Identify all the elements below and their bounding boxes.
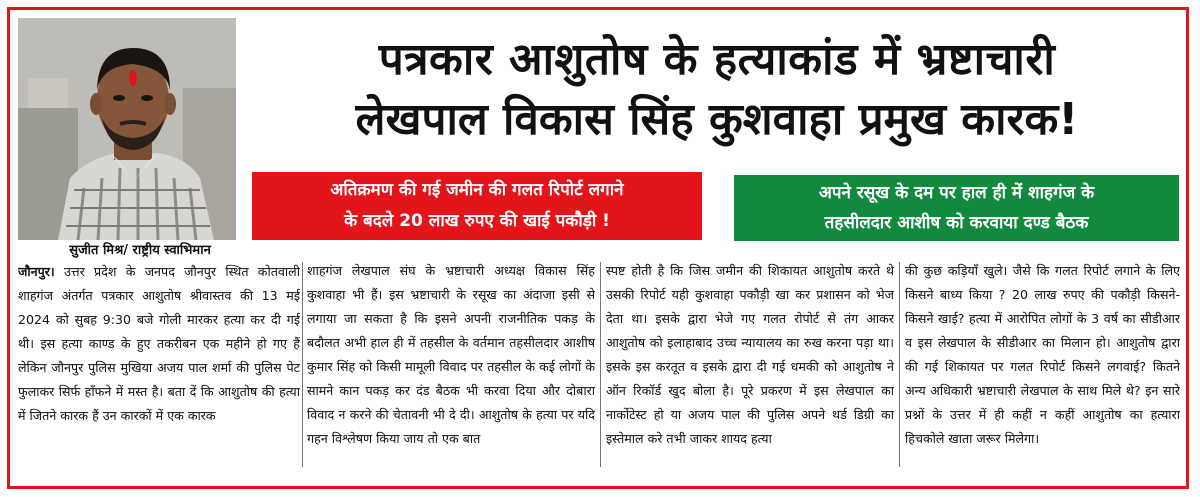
dateline: जौनपुर। xyxy=(18,264,55,279)
column-divider xyxy=(899,262,900,467)
green-box-line-1: अपने रसूख के दम पर हाल ही में शाहगंज के xyxy=(818,183,1095,203)
column-divider xyxy=(600,262,601,467)
article-column-2: शाहगंज लेखपाल संघ के भ्रष्टाचारी अध्यक्ष विकास सिंह कुशवाहा भी हैं। इस भ्रष्टाचारी के रसूख का अंदाजा इसी से लगाया जा सकता है कि इसने अपनी राजनीतिक पकड़ के बदौलत अभी हाल ही में तहसील के वर्तमान तहसीलदार आशीष कुमार सिंह को किसी मामूली विवाद पर तहसील के कई लोगों के सामने कान पकड़ कर दंड बैठक भी करवा दिया और दोबारा विवाद न करने की चेतावनी भी दे दी। आशुतोष के हत्या पर यदि गहन विश्लेषण किया जाय तो एक बात xyxy=(307,263,595,446)
headline-line-2: लेखपाल विकास सिंह कुशवाहा प्रमुख कारक! xyxy=(355,94,1079,145)
headline-line-1: पत्रकार आशुतोष के हत्याकांड में भ्रष्टाचारी xyxy=(378,34,1056,85)
article-column-4: की कुछ कड़ियाँ खुले। जैसे कि गलत रिपोर्ट लगाने के लिए किसने बाध्य किया ? 20 लाख रुपए की पकौड़ी किसने-किसने खाई? हत्या में आरोपित लोगों के 3 वर्ष का सीडीआर व इस लेखपाल के सीडीआर का मिलान हो। आशुतोष द्वारा की गई शिकायत पर गलत रिपोर्ट किसने लगवाई? कितने अन्य अधिकारी भ्रष्टाचारी लेखपाल के साथ मिले थे? इन सारे प्रश्नों के उत्तर में ही कहीं न कहीं आशुतोष का हत्यारा हिचकोले खाता जरूर मिलेगा। xyxy=(905,263,1180,446)
reporter-photo xyxy=(18,18,236,240)
headline xyxy=(242,30,1192,150)
article-column-1 xyxy=(18,260,300,468)
subheadline-green-box xyxy=(734,175,1179,241)
person-portrait-icon xyxy=(18,18,236,240)
red-box-line-1: अतिक्रमण की गई जमीन की गलत रिपोर्ट लगाने xyxy=(330,180,624,200)
byline: सुजीत मिश्र/ राष्ट्रीय स्वाभिमान xyxy=(69,243,211,258)
subheadline-red-box xyxy=(252,172,702,240)
green-box-line-2: तहसीलदार आशीष को करवाया दण्ड बैठक xyxy=(824,213,1089,233)
article-column-3: स्पष्ट होती है कि जिस जमीन की शिकायत आशुतोष करते थे उसकी रिपोर्ट यही कुशवाहा पकौड़ी खा कर प्रशासन को भेज देता था। इसके द्वारा भेजे गए गलत रोपोर्ट से तंग आकर आशुतोष को इलाहाबाद उच्च न्यायालय का रुख करना पड़ा था। इसके इस करतूत व इसके द्वारा दी गई धमकी को आशुतोष ने ऑन रिकॉर्ड खुद बोला है। पूरे प्रकरण में इस लेखपाल का नार्कोटेस्ट हो या अजय पाल की पुलिस अपने थर्ड डिग्री का इस्तेमाल करे तभी जाकर शायद हत्या xyxy=(606,263,894,446)
column-1-text: उत्तर प्रदेश के जनपद जौनपुर स्थित कोतवाली शाहगंज अंतर्गत पत्रकार आशुतोष श्रीवास्तव की 13 मई 2024 को सुबह 9:30 बजे गोली मारकर हत्या कर दी गई थी। इस हत्या काण्ड के हुए तकरीबन एक महीने हो गए हैं लेकिन जौनपुर पुलिस मुखिया अजय पाल शर्मा की पुलिस पेट फुलाकर सिर्फ हाँफने में मस्त है। बता दें कि आशुतोष की हत्या में जितने कारक हैं उन कारकों में एक कारक xyxy=(18,264,300,423)
red-box-line-2: के बदले 20 लाख रुपए की खाई पकौड़ी ! xyxy=(344,211,610,231)
column-divider xyxy=(302,262,303,467)
